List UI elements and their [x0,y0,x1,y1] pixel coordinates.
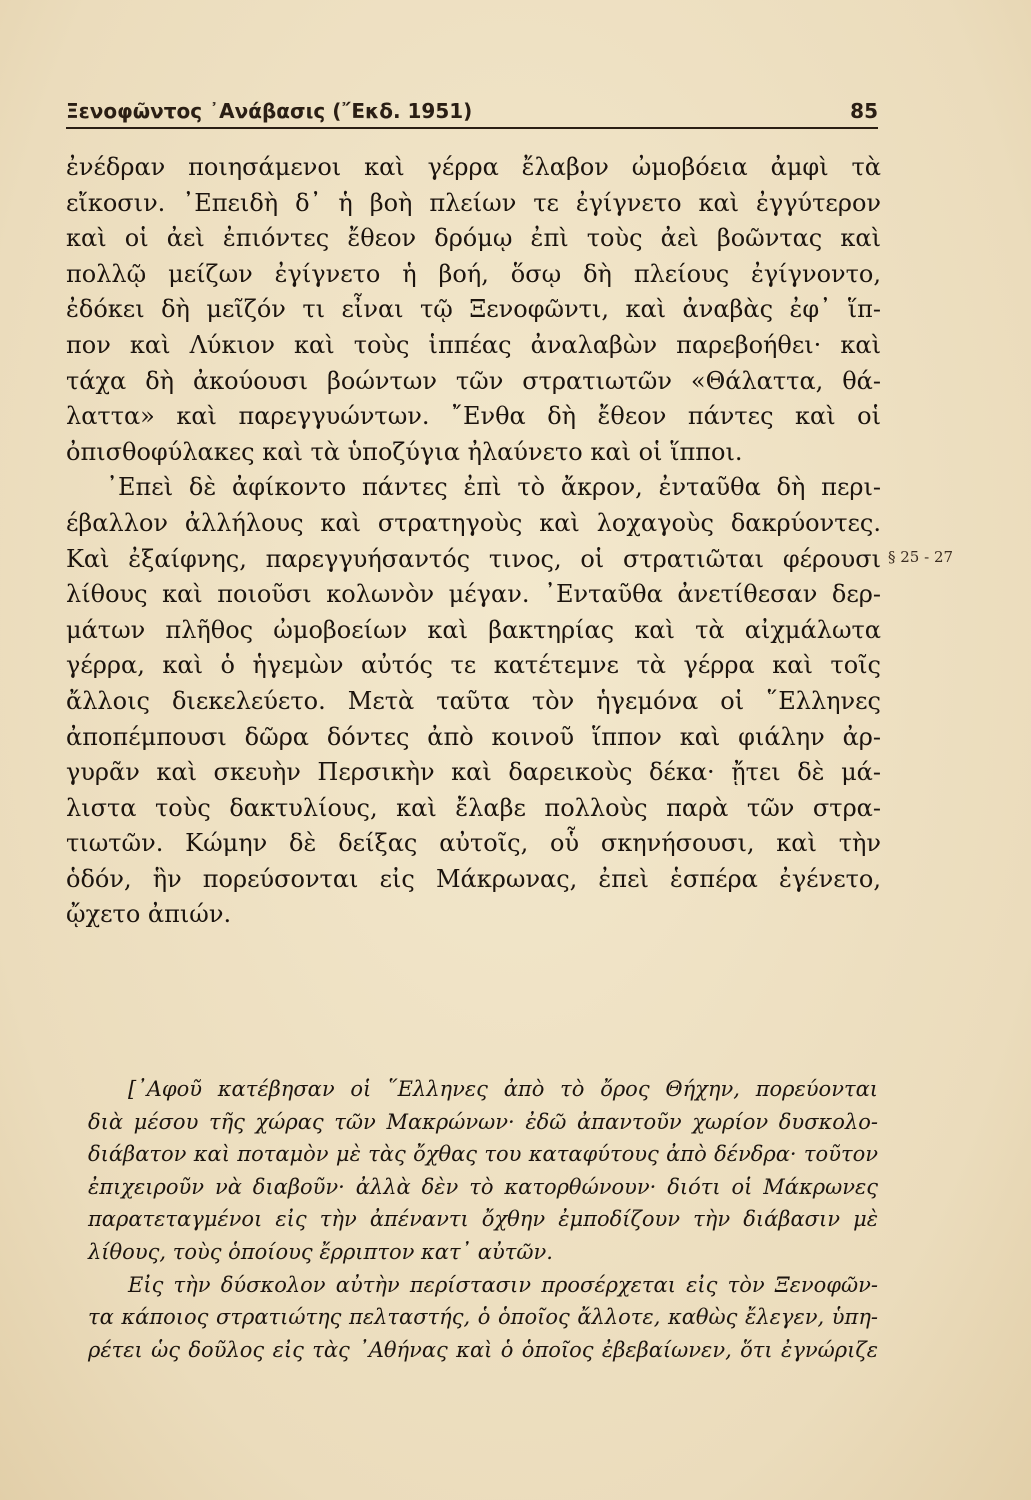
commentary-line: παρατεταγμένοι εἰς τὴν ἀπέναντι ὄχθην ἐμποδίζουν τὴν διάβασιν μὲ [88,1207,878,1232]
main-text [66,150,881,933]
commentary-line: διὰ μέσου τῆς χώρας τῶν Μακρώνων· ἐδῶ ἀπαντοῦν χωρίον δυσκολο- [88,1109,878,1134]
text-line: γέρρα, καὶ ὁ ἡγεμὼν αὐτός τε κατέτεμνε τὰ γέρρα καὶ τοῖς [66,651,881,680]
text-line: ᾤχετο ἀπιών. [66,900,232,929]
text-line: τιωτῶν. Κώμην δὲ δείξας αὐτοῖς, οὗ σκηνήσουσι, καὶ τὴν [66,829,881,858]
text-line: πον καὶ Λύκιον καὶ τοὺς ἱππέας ἀναλαβὼν παρεβοήθει· καὶ [66,330,881,359]
text-line: γυρᾶν καὶ σκευὴν Περσικὴν καὶ δαρεικοὺς δέκα· ᾔτει δὲ μά- [66,758,881,787]
page-number: 85 [850,99,878,123]
text-line: ἀποπέμπουσι δῶρα δόντες ἀπὸ κοινοῦ ἵππον καὶ φιάλην ἀρ- [66,722,881,751]
text-line: καὶ οἱ ἀεὶ ἐπιόντες ἔθεον δρόμῳ ἐπὶ τοὺς ἀεὶ βοῶντας καὶ [66,224,881,253]
commentary-line: διάβατον καὶ ποταμὸν μὲ τὰς ὄχθας του καταφύτους ἀπὸ δένδρα· τοῦτον [88,1142,878,1167]
text-line: έβαλλον ἀλλήλους καὶ στρατηγοὺς καὶ λοχαγοὺς δακρύοντες. [66,508,881,537]
commentary-line: [᾿Αφοῦ κατέβησαν οἱ ῞Ελληνες ἀπὸ τὸ ὄρος Θήχην, πορεύονται [128,1077,878,1101]
text-line: τάχα δὴ ἀκούουσι βοώντων τῶν στρατιωτῶν «Θάλαττα, θά- [66,366,881,395]
text-line: Καὶ ἐξαίφνης, παρεγγυήσαντός τινος, οἱ στρατιῶται φέρουσι [66,544,881,573]
commentary-text [88,1073,878,1366]
text-line: ὀπισθοφύλακες καὶ τὰ ὑποζύγια ἠλαύνετο καὶ οἱ ἵπποι. [66,437,743,466]
text-line: πολλῷ μείζων ἐγίγνετο ἡ βοή, ὅσῳ δὴ πλείους ἐγίγνοντο, [66,259,881,288]
commentary-line: τα κάποιος στρατιώτης πελταστής, ὁ ὁποῖος ἄλλοτε, καθὼς ἔλεγεν, ὑπη- [88,1305,878,1330]
commentary-line: λίθους, τοὺς ὁποίους ἔρριπτον κατ᾿ αὐτῶν. [88,1239,553,1264]
text-line: ἐνέδραν ποιησάμενοι καὶ γέρρα ἔλαβον ὠμοβόεια ἀμφὶ τὰ [66,153,881,181]
commentary-line: ρέτει ὡς δοῦλος εἰς τὰς ᾿Αθήνας καὶ ὁ ὁποῖος ἐβεβαίωνεν, ὅτι ἐγνώριζε [88,1337,878,1362]
text-line: ἐδόκει δὴ μεῖζόν τι εἶναι τῷ Ξενοφῶντι, καὶ ἀναβὰς ἐφ᾿ ἵπ- [66,295,881,324]
commentary-line: ἐπιχειροῦν νὰ διαβοῦν· ἀλλὰ δὲν τὸ κατορθώνουν· διότι οἱ Μάκρωνες [88,1174,878,1199]
text-line: μάτων πλῆθος ὠμοβοείων καὶ βακτηρίας καὶ τὰ αἰχμάλωτα [66,615,881,644]
text-line: λαττα» καὶ παρεγγυώντων. ῎Ενθα δὴ ἔθεον πάντες καὶ οἱ [66,402,881,431]
text-line: λίθους καὶ ποιοῦσι κολωνὸν μέγαν. ᾿Ενταῦθα ἀνετίθεσαν δερ- [66,580,881,609]
text-line: ᾿Επεὶ δὲ ἀφίκοντο πάντες ἐπὶ τὸ ἄκρον, ἐνταῦθα δὴ περι- [106,473,881,502]
header-title: Ξενοφῶντος ᾿Ανάβασις (῎Εκδ. 1951) [66,99,473,123]
commentary-line: Εἰς τὴν δύσκολον αὐτὴν περίστασιν προσέρχεται εἰς τὸν Ξενοφῶν- [128,1272,878,1297]
section-margin-note: § 25 - 27 [888,548,954,566]
text-line: ἄλλοις διεκελεύετο. Μετὰ ταῦτα τὸν ἡγεμόνα οἱ ῞Ελληνες [66,686,881,715]
text-line: εἴκοσιν. ᾿Επειδὴ δ᾿ ἡ βοὴ πλείων τε ἐγίγνετο καὶ ἐγγύτερον [66,188,881,217]
text-line: ὁδόν, ἣν πορεύσονται εἰς Μάκρωνας, ἐπεὶ ἑσπέρα ἐγένετο, [66,864,881,893]
running-header [66,93,878,129]
text-line: λιστα τοὺς δακτυλίους, καὶ ἔλαβε πολλοὺς παρὰ τῶν στρα- [66,793,881,822]
